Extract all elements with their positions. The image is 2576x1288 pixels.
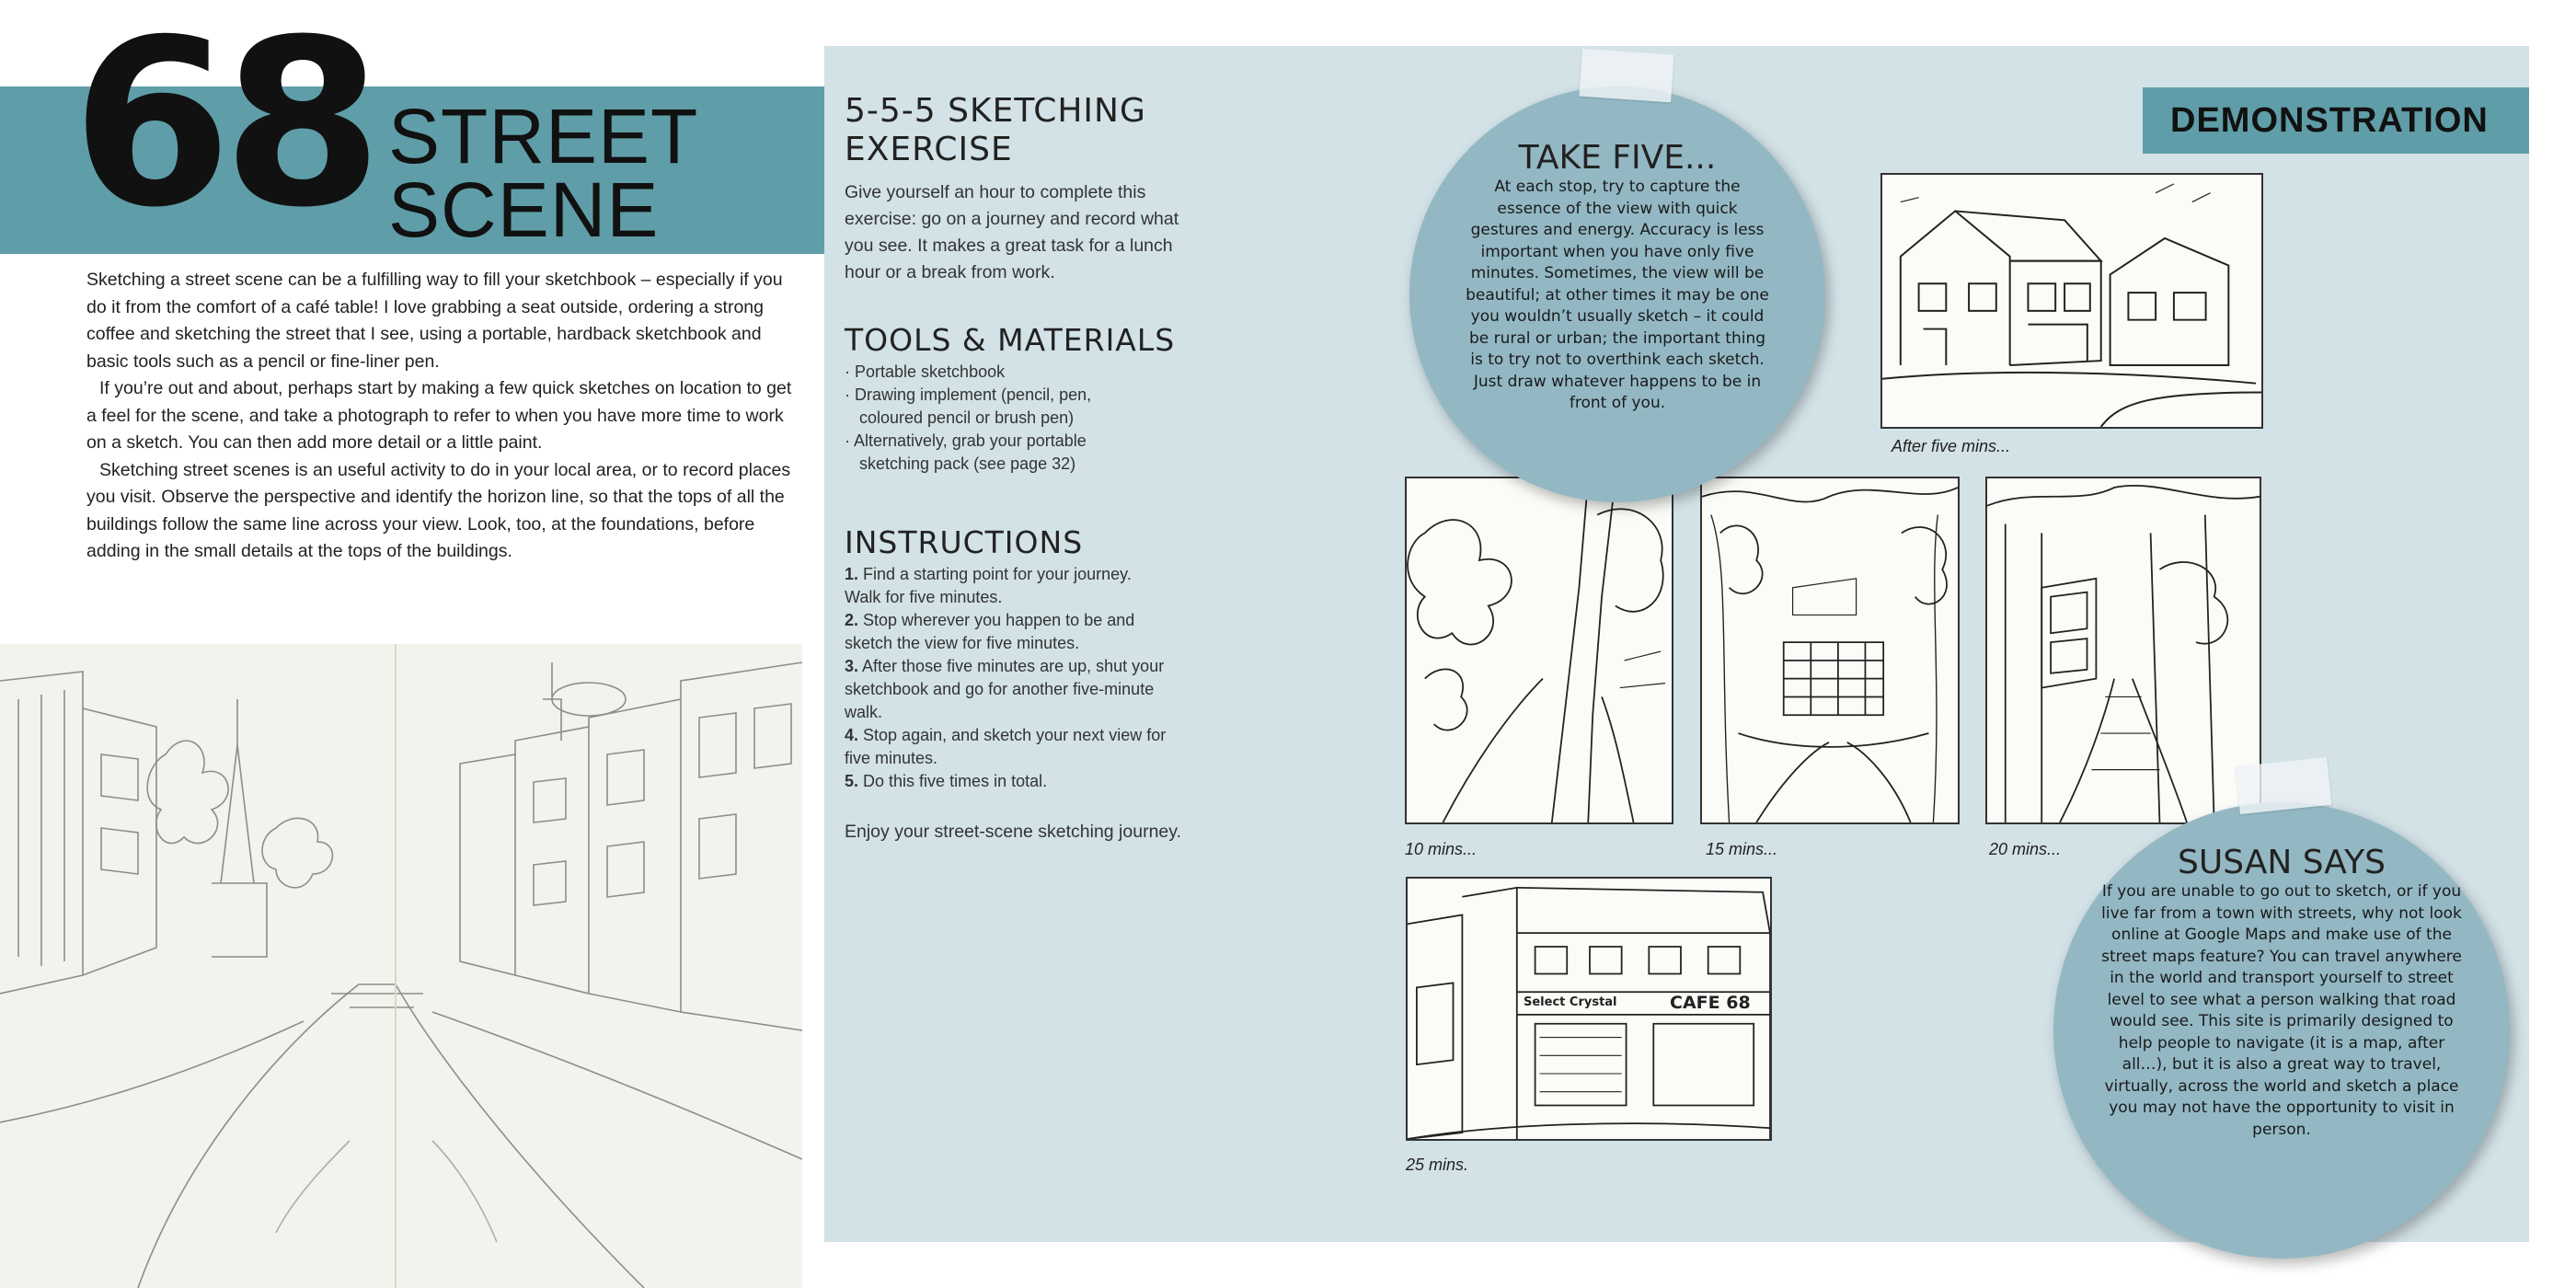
- tape-strip: [1579, 49, 1673, 103]
- step-number: 1.: [845, 565, 859, 583]
- intro-text: [86, 267, 804, 566]
- sketch-gate-image: [1700, 477, 1960, 824]
- susan-says-tip: [2053, 802, 2510, 1259]
- intro-paragraph: Sketching street scenes is an useful activity to do in your local area, or to record places you visit. Observe the perspective and identify the horizon line, so that the tops of all the buildings follow the same line across your view. Look, too, at the foundations, before adding in the small details at the tops of the buildings.: [86, 459, 791, 561]
- chapter-number: 68: [72, 0, 374, 258]
- caption-twenty-mins: 20 mins...: [1989, 840, 2062, 858]
- sketch-houses-image: [1880, 173, 2263, 429]
- cafe-sign-left: Select Crystal: [1524, 995, 1617, 1009]
- sketch-cafe-image: [1406, 877, 1772, 1141]
- intro-paragraph: If you’re out and about, perhaps start by making a few quick sketches on location to get a feel for the scene, and take a photograph to refer to when you have more time to work on a sketch. You can then add more detail or a little paint.: [86, 378, 792, 453]
- tools-list: [845, 361, 1157, 476]
- pencil-street-sketch-image: [0, 644, 802, 1288]
- chapter-title: [388, 93, 699, 253]
- list-item: [845, 724, 1167, 770]
- exercise-heading: 5-5-5 SKETCHING EXERCISE: [845, 92, 1146, 168]
- tools-heading: TOOLS & MATERIALS: [845, 322, 1176, 358]
- exercise-body: Give yourself an hour to complete this exercise: go on a journey and record what you see. It makes a great task for a lunch hour or a break from work.: [845, 182, 1179, 282]
- step-text: Find a starting point for your journey. Walk for five minutes.: [845, 565, 1132, 606]
- chapter-title-line2: SCENE: [388, 167, 660, 253]
- chapter-title-line1: STREET: [388, 93, 699, 179]
- cafe-sign-right: CAFE 68: [1670, 993, 1751, 1013]
- list-item: [845, 770, 1167, 793]
- demonstration-tag: DEMONSTRATION: [2143, 87, 2529, 154]
- step-number: 5.: [845, 772, 859, 790]
- step-number: 2.: [845, 611, 859, 629]
- list-item: [845, 655, 1167, 724]
- intro-paragraph: Sketching a street scene can be a fulfilling way to fill your sketchbook – especially if you do it from the comfort of a café table! I love grabbing a seat outside, ordering a strong coffee and sketching the street that I see, using a portable, hardback sketchbook and basic tools such as a pencil or fine-liner pen.: [86, 270, 783, 372]
- step-text: Stop wherever you happen to be and sketch the view for five minutes.: [845, 611, 1135, 652]
- step-text: Do this five times in total.: [863, 772, 1048, 790]
- list-item: [845, 609, 1167, 655]
- list-item: [845, 563, 1167, 609]
- step-number: 3.: [845, 657, 859, 675]
- instructions-heading: INSTRUCTIONS: [845, 524, 1084, 560]
- take-five-tip: [1409, 86, 1825, 502]
- tip-body: If you are unable to go out to sketch, or if you live far from a town with streets, why not look online at Google Maps and make use of the street maps feature? You can travel anywhere in the world and transport yourself to street level to see what a person walking that road would see. This site is primarily designed to help people to navigate (it is a map, after all…), but it is also a great way to travel, virtually, across the world and sketch a place you may not have the opportunity to visit in person.: [2101, 882, 2462, 1139]
- step-text: After those five minutes are up, shut your sketchbook and go for another five-minute walk.: [845, 657, 1165, 721]
- list-item: · Alternatively, grab your portable sketching pack (see page 32): [845, 430, 1157, 476]
- list-item: · Drawing implement (pencil, pen, coloured pencil or brush pen): [845, 384, 1157, 430]
- closing-text: Enjoy your street-scene sketching journey.: [845, 822, 1181, 842]
- tip-body: At each stop, try to capture the essence of the view with quick gestures and energy. Accuracy is less important when you have only five minutes. Sometimes, the view will be beautiful; at other times it may be one you wouldn’t usually sketch – it could be rural or urban; the important thing is to try not to overthink each sketch. Just draw whatever happens to be in front of you.: [1466, 178, 1769, 412]
- caption-fifteen-mins: 15 mins...: [1706, 840, 1778, 858]
- step-text: Stop again, and sketch your next view for five minutes.: [845, 726, 1167, 767]
- caption-five-mins: After five mins...: [1892, 437, 2011, 455]
- caption-ten-mins: 10 mins...: [1405, 840, 1478, 858]
- caption-twentyfive-mins: 25 mins.: [1406, 1156, 1469, 1174]
- list-item: · Portable sketchbook: [845, 361, 1157, 384]
- tip-title: SUSAN SAYS: [2178, 844, 2386, 881]
- instructions-list: [845, 563, 1167, 793]
- tip-title: TAKE FIVE...: [1518, 139, 1717, 177]
- sketch-tree-path-image: [1405, 477, 1673, 824]
- tape-strip: [2236, 757, 2332, 814]
- step-number: 4.: [845, 726, 859, 744]
- sketch-alley-image: [1985, 477, 2261, 824]
